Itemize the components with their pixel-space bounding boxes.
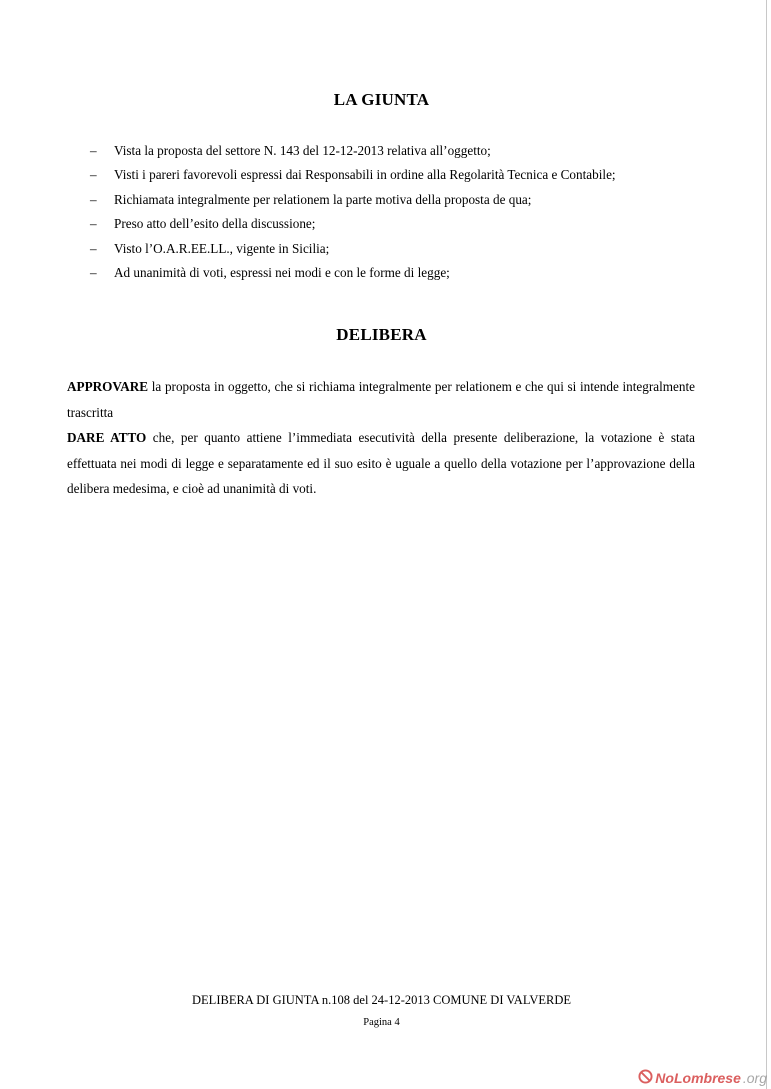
premise-text: Visti i pareri favorevoli espressi dai Responsabili in ordine alla Regolarità Tecnica e Contabile;	[114, 167, 616, 183]
premise-text: Ad unanimità di voti, espressi nei modi e con le forme di legge;	[114, 264, 450, 280]
dash-bullet: –	[90, 216, 97, 232]
premise-item	[90, 141, 616, 165]
premise-item	[90, 190, 616, 214]
heading-delibera: DELIBERA	[336, 325, 427, 344]
premise-text: Preso atto dell’esito della discussione;	[114, 216, 316, 232]
dash-bullet: –	[90, 264, 97, 280]
dare-atto-keyword: DARE ATTO	[67, 430, 147, 445]
no-sign-icon	[638, 1069, 653, 1087]
watermark-logo	[638, 1069, 767, 1087]
dash-bullet: –	[90, 143, 97, 158]
premise-item	[90, 214, 616, 238]
premise-item	[90, 165, 616, 189]
watermark-domain: .org	[742, 1070, 767, 1086]
footer-page-number: Pagina 4	[363, 1017, 400, 1028]
heading-la-giunta: LA GIUNTA	[333, 90, 430, 109]
premise-text: Vista la proposta del settore N. 143 del 12-12-2013 relativa all’oggetto;	[114, 143, 491, 158]
premises-list	[90, 141, 616, 287]
premise-text: Visto l’O.A.R.EE.LL., vigente in Sicilia;	[114, 240, 330, 256]
dare-atto-text: che, per quanto attiene l’immediata esecutività della presente deliberazione, la votazione è stata effettuata nei modi di legge e separatamente ed il suo esito è uguale a quello della votazione per l’approvazione della delibera medesima, e cioè ad unanimità di voti.	[67, 430, 695, 496]
page-edge-line	[766, 0, 767, 1089]
paragraph-dare-atto	[67, 425, 695, 502]
footer-title: DELIBERA DI GIUNTA n.108 del 24-12-2013 COMUNE DI VALVERDE	[192, 993, 571, 1007]
approvare-text: la proposta in oggetto, che si richiama integralmente per relationem e che qui si intende integralmente trascritta	[67, 379, 695, 420]
dash-bullet: –	[90, 191, 97, 207]
approvare-keyword: APPROVARE	[67, 379, 149, 394]
dash-bullet: –	[90, 240, 97, 256]
paragraph-approvare	[67, 374, 695, 425]
premise-item	[90, 263, 616, 287]
dash-bullet: –	[90, 167, 97, 183]
premise-text: Richiamata integralmente per relationem la parte motiva della proposta de qua;	[114, 191, 532, 207]
premise-item	[90, 239, 616, 263]
watermark-brand: NoLombrese	[655, 1070, 741, 1086]
